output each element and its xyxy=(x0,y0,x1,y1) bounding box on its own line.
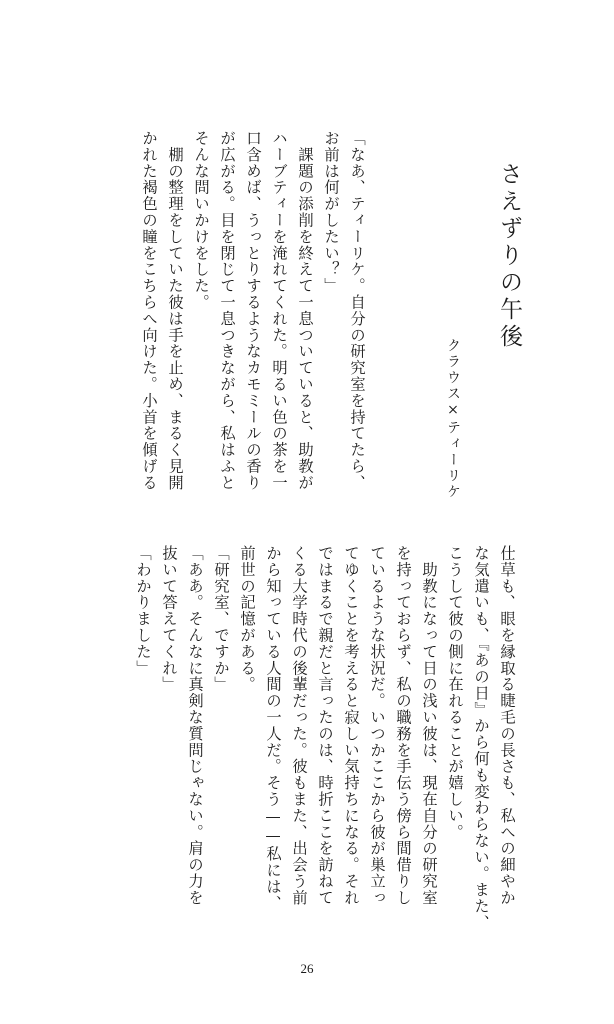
body-line: ではまるで親だと言ったのは、時折ここを訪ねて xyxy=(316,545,334,906)
body-line: 前世の記憶がある。 xyxy=(238,545,256,693)
body-line: 口含めば、うっとりするようなカモミールの香り xyxy=(244,130,262,491)
body-line: 「わかりました」 xyxy=(134,545,152,677)
body-line: が広がる。目を閉じて一息つきながら、私はふと xyxy=(218,130,236,491)
body-line: 棚の整理をしていた彼は手を止め、まるく見開 xyxy=(166,130,184,491)
body-line: てゆくことを考えると寂しい気持ちになる。それ xyxy=(342,545,360,906)
body-line: を持っておらず、私の職務を手伝う傍ら間借りし xyxy=(394,545,412,906)
body-line: こうして彼の側に在れることが嬉しい。 xyxy=(446,545,464,841)
body-line: 「ああ。そんなに真剣な質問じゃない。肩の力を xyxy=(186,545,204,906)
body-line: 抜いて答えてくれ」 xyxy=(160,545,178,693)
body-line: 「研究室、ですか」 xyxy=(212,545,230,693)
page-number: 26 xyxy=(300,961,314,976)
body-line: ているような状況だ。いつかここから彼が巣立っ xyxy=(368,545,386,906)
body-line: 助教になって日の浅い彼は、現在自分の研究室 xyxy=(420,545,438,906)
body-line: から知っている人間の一人だ。そう——私には、 xyxy=(264,545,282,912)
body-line: お前は何がしたい？」 xyxy=(322,130,340,294)
body-line: かれた褐色の瞳をこちらへ向けた。小首を傾げる xyxy=(140,130,158,491)
author-credit: クラウス×ティーリケ xyxy=(445,338,461,500)
body-line: ハーブティーを淹れてくれた。明るい色の茶を一 xyxy=(270,130,288,491)
body-line: くる大学時代の後輩だった。彼もまた、出会う前 xyxy=(290,545,308,906)
body-line: そんな問いかけをした。 xyxy=(192,130,210,311)
body-line: 「なあ、ティーリケ。自分の研究室を持てたら、 xyxy=(348,130,366,491)
body-line: 課題の添削を終えて一息ついていると、助教が xyxy=(296,130,314,491)
story-title: さえずりの午後 xyxy=(496,162,522,351)
body-line: な気遣いも、『あの日』から何も変わらない。また、 xyxy=(472,545,490,931)
body-line: 仕草も、眼を縁取る睫毛の長さも、私への細やか xyxy=(498,545,516,906)
